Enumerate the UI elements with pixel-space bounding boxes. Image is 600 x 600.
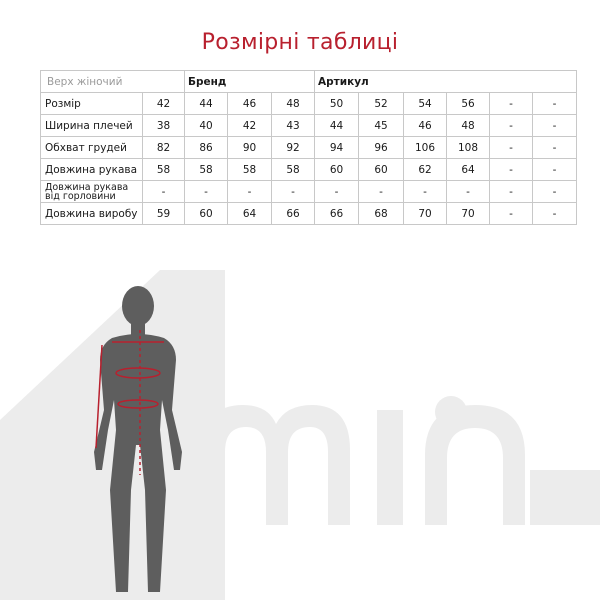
- watermark-letter-i-stem: [377, 410, 403, 525]
- table-row: [41, 137, 577, 159]
- row-label-line: Довжина рукава: [45, 181, 129, 193]
- table-cell: 60: [185, 203, 228, 225]
- table-cell: -: [228, 181, 272, 203]
- table-cell: 44: [185, 93, 228, 115]
- table-cell: 106: [404, 137, 447, 159]
- article-header: Артикул: [315, 71, 577, 93]
- table-cell: 108: [447, 137, 490, 159]
- row-label-line: від горловини: [45, 190, 116, 202]
- table-cell: -: [490, 159, 533, 181]
- table-cell: -: [533, 93, 577, 115]
- table-cell: -: [490, 137, 533, 159]
- table-row: [41, 159, 577, 181]
- table-cell: 38: [143, 115, 185, 137]
- row-label-line: Обхват грудей: [45, 141, 127, 154]
- table-cell: -: [315, 181, 359, 203]
- page-title: Розмірні таблиці: [201, 30, 399, 55]
- table-cell: 60: [315, 159, 359, 181]
- category-header: Верх жіночий: [41, 71, 185, 93]
- table-cell: 86: [185, 137, 228, 159]
- table-cell: 43: [272, 115, 315, 137]
- table-cell: 40: [185, 115, 228, 137]
- row-label-line: Розмір: [45, 97, 81, 110]
- table-cell: 42: [143, 93, 185, 115]
- table-cell: 48: [272, 93, 315, 115]
- table-cell: -: [533, 203, 577, 225]
- table-cell: -: [533, 181, 577, 203]
- table-cell: -: [490, 203, 533, 225]
- table-cell: 70: [404, 203, 447, 225]
- table-cell: 68: [359, 203, 404, 225]
- table-cell: 58: [185, 159, 228, 181]
- row-label: [41, 93, 143, 115]
- table-row: [41, 203, 577, 225]
- table-cell: 96: [359, 137, 404, 159]
- table-row: [41, 93, 577, 115]
- table-cell: 66: [315, 203, 359, 225]
- table-cell: 52: [359, 93, 404, 115]
- row-label: [41, 137, 143, 159]
- watermark-letter-m: [202, 405, 350, 525]
- table-row: [41, 181, 577, 203]
- row-label: [41, 159, 143, 181]
- table-cell: 64: [447, 159, 490, 181]
- table-cell: 90: [228, 137, 272, 159]
- row-label-line: Ширина плечей: [45, 119, 133, 132]
- table-cell: 64: [228, 203, 272, 225]
- table-cell: 45: [359, 115, 404, 137]
- table-cell: 54: [404, 93, 447, 115]
- table-cell: 46: [404, 115, 447, 137]
- row-label-line: Довжина рукава: [45, 163, 138, 176]
- table-cell: -: [143, 181, 185, 203]
- table-cell: -: [533, 159, 577, 181]
- table-cell: 94: [315, 137, 359, 159]
- table-cell: 92: [272, 137, 315, 159]
- table-cell: 48: [447, 115, 490, 137]
- table-cell: 58: [143, 159, 185, 181]
- table-cell: 59: [143, 203, 185, 225]
- table-cell: 58: [272, 159, 315, 181]
- size-table: [40, 70, 577, 225]
- row-label: [41, 115, 143, 137]
- table-cell: 66: [272, 203, 315, 225]
- brand-header: Бренд: [185, 71, 315, 93]
- table-row: [41, 115, 577, 137]
- table-cell: -: [490, 115, 533, 137]
- table-cell: 58: [228, 159, 272, 181]
- watermark-letter-n: [425, 405, 525, 525]
- table-cell: -: [533, 137, 577, 159]
- table-cell: -: [185, 181, 228, 203]
- table-cell: 70: [447, 203, 490, 225]
- table-cell: 42: [228, 115, 272, 137]
- table-cell: 82: [143, 137, 185, 159]
- table-cell: -: [533, 115, 577, 137]
- table-cell: -: [447, 181, 490, 203]
- table-cell: -: [404, 181, 447, 203]
- table-cell: 56: [447, 93, 490, 115]
- table-header-row: [41, 71, 577, 93]
- watermark-house-shape: [0, 270, 225, 600]
- table-cell: -: [359, 181, 404, 203]
- row-label: [41, 203, 143, 225]
- table-cell: 62: [404, 159, 447, 181]
- table-cell: 50: [315, 93, 359, 115]
- table-cell: -: [490, 93, 533, 115]
- row-label-line: Довжина виробу: [45, 207, 138, 220]
- table-cell: 46: [228, 93, 272, 115]
- table-cell: -: [272, 181, 315, 203]
- table-cell: 60: [359, 159, 404, 181]
- row-label: [41, 181, 143, 203]
- table-cell: -: [490, 181, 533, 203]
- table-cell: 44: [315, 115, 359, 137]
